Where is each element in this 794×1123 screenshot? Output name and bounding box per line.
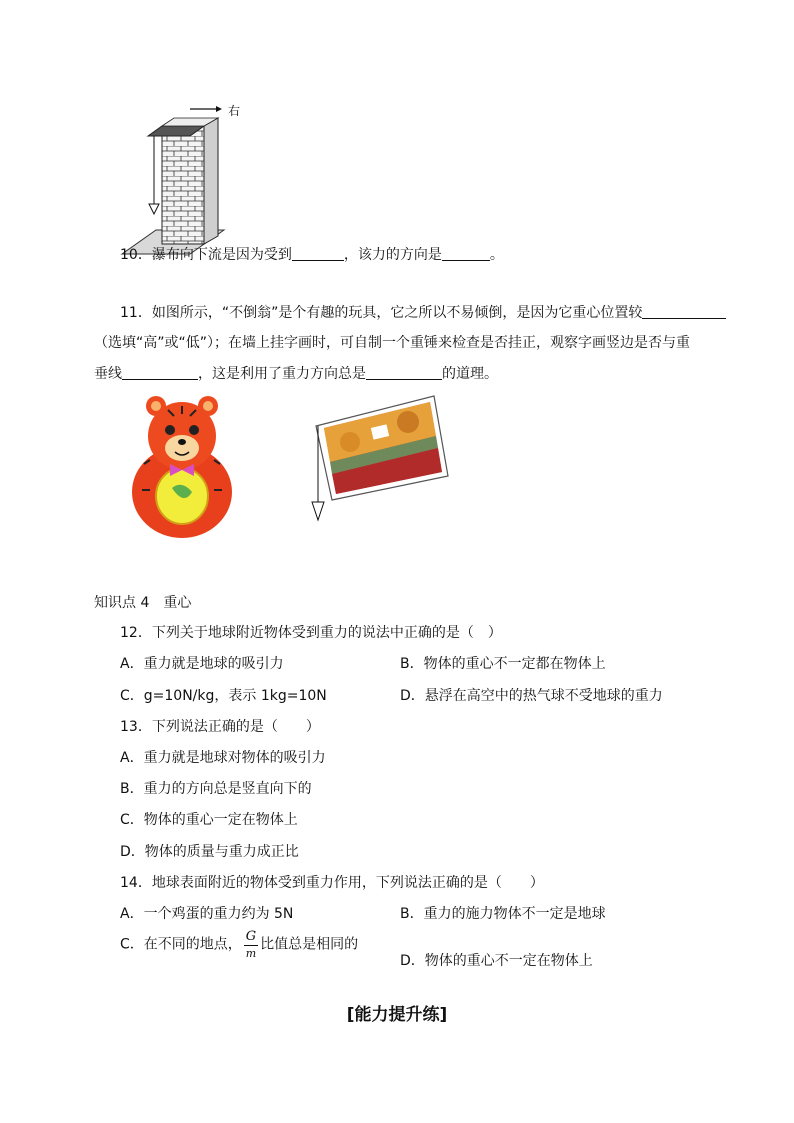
question-13-stem: 13．下列说法正确的是（ ）	[120, 719, 320, 735]
question-10: 10．瀑布向下流是因为受到 ，该力的方向是 。	[120, 247, 504, 263]
tumbler-toy-image	[128, 380, 234, 542]
q12-option-b[interactable]: B．物体的重心不一定都在物体上	[400, 656, 606, 672]
wall-plumb-figure	[118, 96, 258, 256]
question-12-stem: 12．下列关于地球附近物体受到重力的说法中正确的是（ ）	[120, 625, 502, 641]
hanging-painting-image	[306, 392, 454, 530]
q12-option-c[interactable]: C．g=10N/kg，表示 1kg=10N	[120, 688, 327, 704]
question-14-stem: 14．地球表面附近的物体受到重力作用，下列说法正确的是（ ）	[120, 875, 544, 891]
q14-option-c[interactable]: C．在不同的地点， $\frac{G}{m}$ 比值总是相同的	[120, 929, 359, 960]
answer-blank[interactable]	[442, 246, 490, 261]
q13-option-d[interactable]: D．物体的质量与重力成正比	[120, 844, 299, 860]
q12-option-a[interactable]: A．重力就是地球的吸引力	[120, 656, 284, 672]
answer-blank[interactable]	[292, 246, 344, 261]
q13-option-b[interactable]: B．重力的方向总是竖直向下的	[120, 781, 312, 797]
question-11-line-1: 11．如图所示，“不倒翁”是个有趣的玩具，它之所以不易倾倒，是因为它重心位置较	[120, 302, 726, 322]
question-11-line-2: （选填“高”或“低”）；在墙上挂字画时，可自制一个重锤来检查是否挂正，观察字画竖边是否与重	[94, 335, 691, 351]
section-heading: [能力提升练]	[346, 1005, 448, 1025]
q13-option-a[interactable]: A．重力就是地球对物体的吸引力	[120, 750, 326, 766]
q14-option-d[interactable]: D．物体的重心不一定在物体上	[400, 953, 593, 969]
answer-blank[interactable]	[122, 365, 198, 380]
q13-option-c[interactable]: C．物体的重心一定在物体上	[120, 812, 298, 828]
question-11-line-3: 垂线 ，这是利用了重力方向总是 的道理。	[94, 366, 498, 382]
q14-option-b[interactable]: B．重力的施力物体不一定是地球	[400, 906, 606, 922]
answer-blank[interactable]	[366, 365, 442, 380]
direction-label: 右	[228, 104, 241, 118]
g-over-m-fraction: $\frac{G}{m}$	[245, 929, 257, 960]
q12-option-d[interactable]: D．悬浮在高空中的热气球不受地球的重力	[400, 688, 663, 704]
answer-blank[interactable]	[642, 304, 726, 319]
q14-option-a[interactable]: A．一个鸡蛋的重力约为 5N	[120, 906, 294, 922]
section-4-title: 知识点 4 重心	[94, 595, 192, 611]
